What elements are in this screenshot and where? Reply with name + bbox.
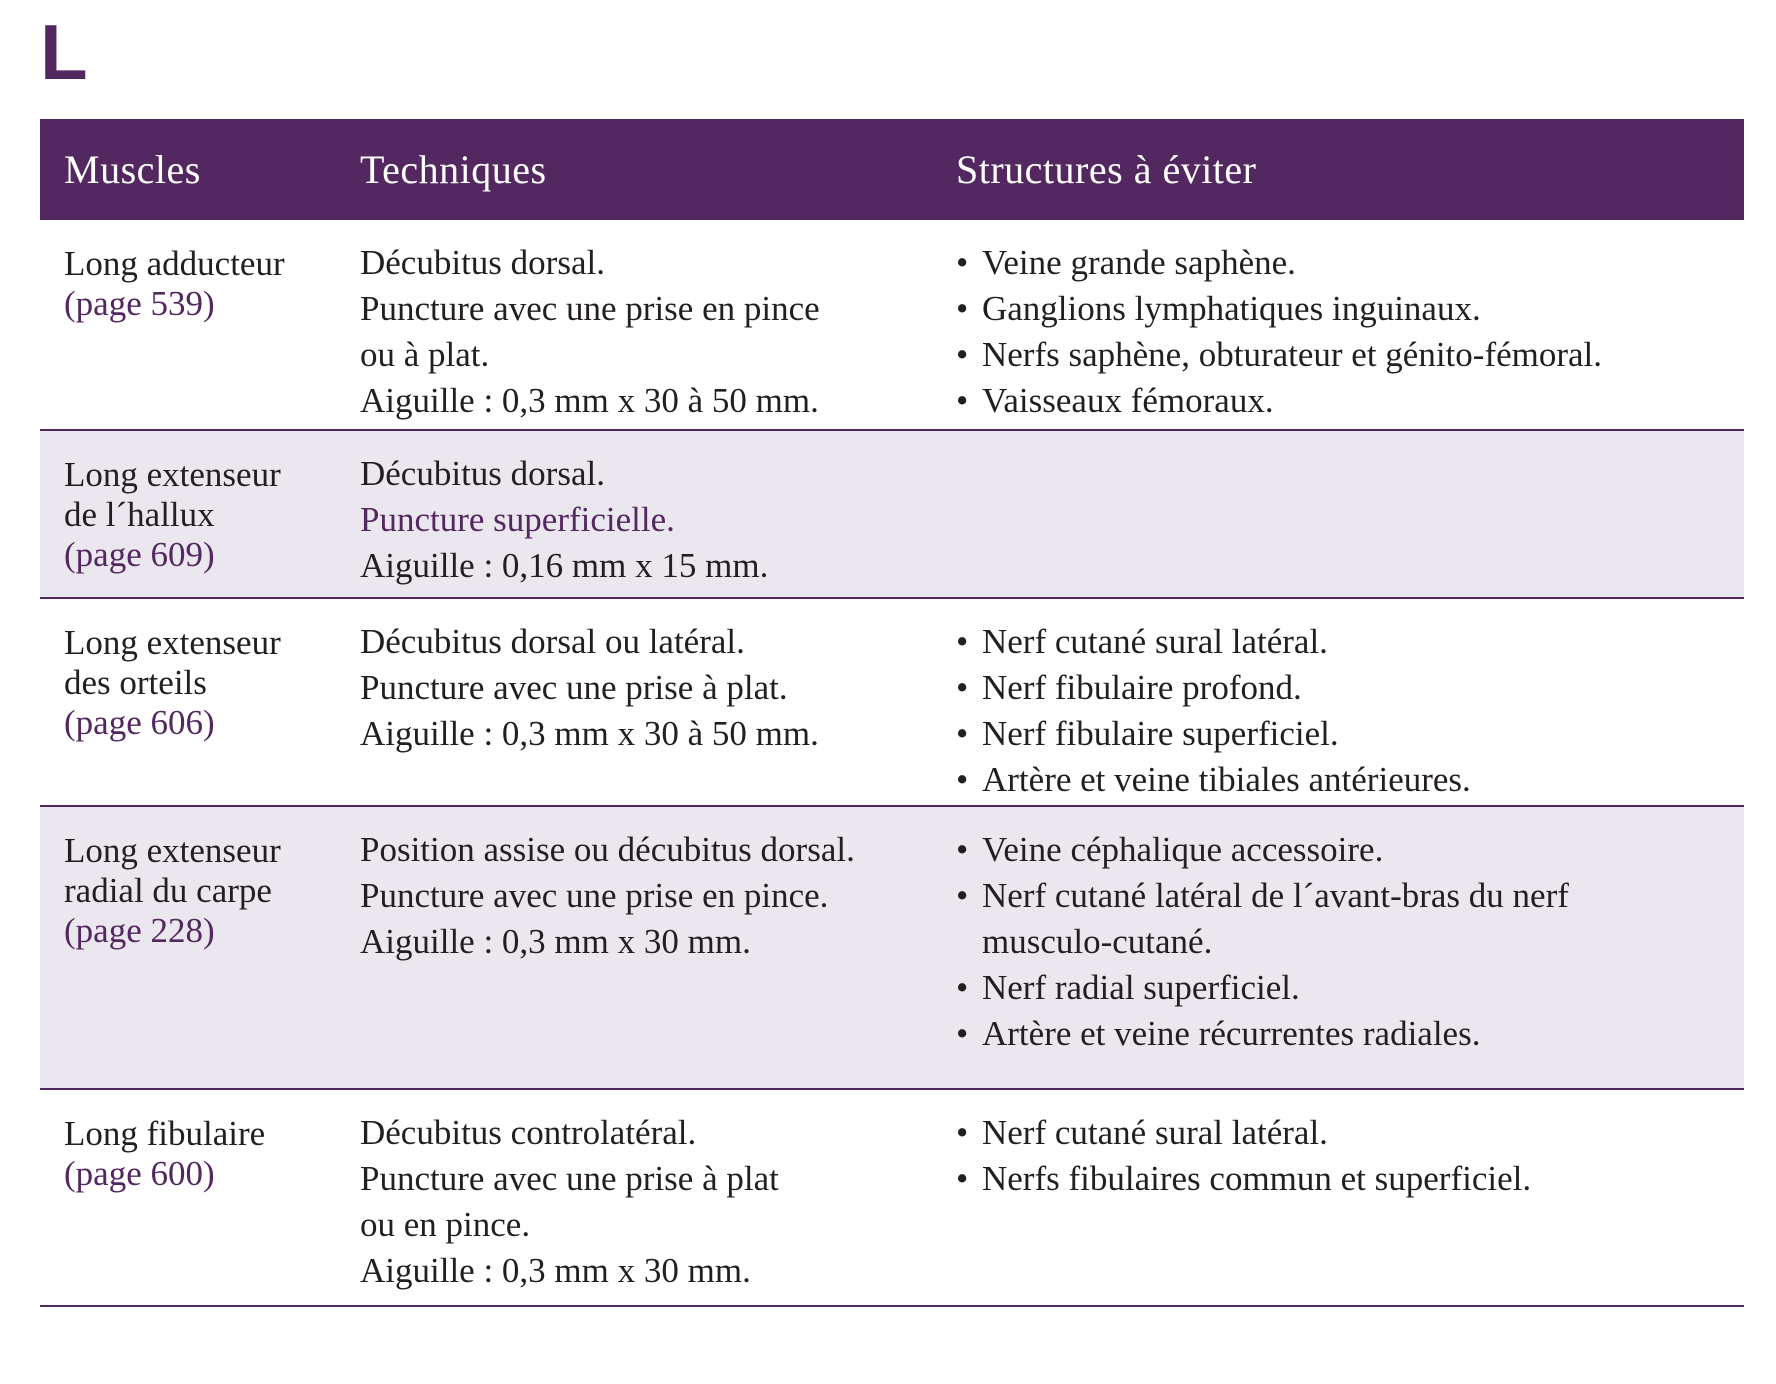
table-body (40, 220, 1744, 1307)
muscle-name: Long extenseur (64, 623, 281, 662)
structures-cell (956, 619, 1736, 803)
structure-item (956, 665, 1736, 711)
page-reference: (page 609) (64, 535, 215, 574)
structure-text: • Nerf fibulaire superficiel. (982, 714, 1339, 753)
technique-line: Décubitus dorsal. (360, 454, 605, 493)
technique-cell (360, 1110, 940, 1294)
muscle-name: Long extenseur (64, 455, 281, 494)
structure-item (956, 1110, 1736, 1156)
structure-item (956, 1011, 1736, 1057)
structure-text: • Nerf fibulaire profond. (982, 668, 1302, 707)
table-row (40, 220, 1744, 431)
structure-item (956, 286, 1736, 332)
technique-line: Décubitus dorsal. (360, 243, 605, 282)
structure-text: • Vaisseaux fémoraux. (982, 381, 1274, 420)
technique-line: Aiguille : 0,3 mm x 30 mm. (360, 1251, 751, 1290)
header-muscles: Muscles (64, 147, 201, 192)
technique-line: Décubitus dorsal ou latéral. (360, 622, 745, 661)
structure-text: • Nerf cutané sural latéral. (982, 622, 1328, 661)
structures-cell (956, 1110, 1736, 1202)
technique-line: Position assise ou décubitus dorsal. (360, 830, 855, 869)
structure-text: • Veine grande saphène. (982, 243, 1296, 282)
structure-item (956, 378, 1736, 424)
technique-cell (360, 451, 940, 589)
structure-item (956, 757, 1736, 803)
structure-text: • Veine céphalique accessoire. (982, 830, 1384, 869)
page-reference: (page 600) (64, 1154, 215, 1193)
technique-line: Aiguille : 0,3 mm x 30 à 50 mm. (360, 381, 819, 420)
technique-line: Aiguille : 0,3 mm x 30 à 50 mm. (360, 714, 819, 753)
technique-line: Aiguille : 0,3 mm x 30 mm. (360, 922, 751, 961)
structure-item (956, 965, 1736, 1011)
structure-text: • Artère et veine tibiales antérieures. (982, 760, 1471, 799)
muscle-cell (64, 1114, 334, 1194)
structure-item (956, 827, 1736, 873)
structure-text: musculo-cutané. (982, 922, 1213, 961)
structure-text: • Ganglions lymphatiques inguinaux. (982, 289, 1481, 328)
technique-cell (360, 240, 940, 424)
technique-line: Puncture avec une prise à plat. (360, 668, 788, 707)
table-row (40, 807, 1744, 1090)
structures-cell (956, 240, 1736, 424)
technique-cell (360, 827, 940, 965)
technique-line: Puncture avec une prise à plat (360, 1159, 779, 1198)
muscle-name: des orteils (64, 663, 207, 702)
table-row (40, 431, 1744, 599)
structures-list (956, 827, 1736, 1057)
technique-line: Puncture avec une prise en pince. (360, 876, 829, 915)
structure-item (956, 240, 1736, 286)
section-letter: L (40, 8, 88, 96)
structure-item (956, 873, 1736, 965)
muscle-cell (64, 623, 334, 743)
structure-text: • Nerf cutané sural latéral. (982, 1113, 1328, 1152)
structures-cell (956, 827, 1736, 1057)
table-row (40, 1090, 1744, 1307)
structure-item (956, 1156, 1736, 1202)
structures-list (956, 240, 1736, 424)
structures-list (956, 619, 1736, 803)
muscle-name: Long fibulaire (64, 1114, 266, 1153)
technique-line: Décubitus controlatéral. (360, 1113, 697, 1152)
muscle-name: radial du carpe (64, 871, 272, 910)
muscle-name: de l´hallux (64, 495, 215, 534)
structure-text: • Nerfs fibulaires commun et superficiel. (982, 1159, 1532, 1198)
technique-line: Puncture superficielle. (360, 500, 675, 539)
page-reference: (page 228) (64, 911, 215, 950)
muscle-name: Long adducteur (64, 244, 285, 283)
technique-line: ou en pince. (360, 1205, 531, 1244)
header-techniques: Techniques (360, 147, 547, 192)
technique-line: Aiguille : 0,16 mm x 15 mm. (360, 546, 769, 585)
technique-line: ou à plat. (360, 335, 490, 374)
structure-text: • Nerfs saphène, obturateur et génito-fémoral. (982, 335, 1603, 374)
table-row (40, 599, 1744, 807)
structure-item (956, 711, 1736, 757)
page-reference: (page 539) (64, 284, 215, 323)
muscle-cell (64, 455, 334, 575)
structure-text: • Nerf cutané latéral de l´avant-bras du nerf (982, 876, 1569, 915)
structure-text: • Nerf radial superficiel. (982, 968, 1300, 1007)
technique-cell (360, 619, 940, 757)
table-header (40, 119, 1744, 220)
needling-table (40, 119, 1744, 1307)
muscle-cell (64, 244, 334, 324)
structure-item (956, 332, 1736, 378)
muscle-cell (64, 831, 334, 951)
header-structures: Structures à éviter (956, 147, 1257, 192)
technique-line: Puncture avec une prise en pince (360, 289, 820, 328)
page-reference: (page 606) (64, 703, 215, 742)
structures-list (956, 1110, 1736, 1202)
structure-text: • Artère et veine récurrentes radiales. (982, 1014, 1481, 1053)
muscle-name: Long extenseur (64, 831, 281, 870)
structure-item (956, 619, 1736, 665)
